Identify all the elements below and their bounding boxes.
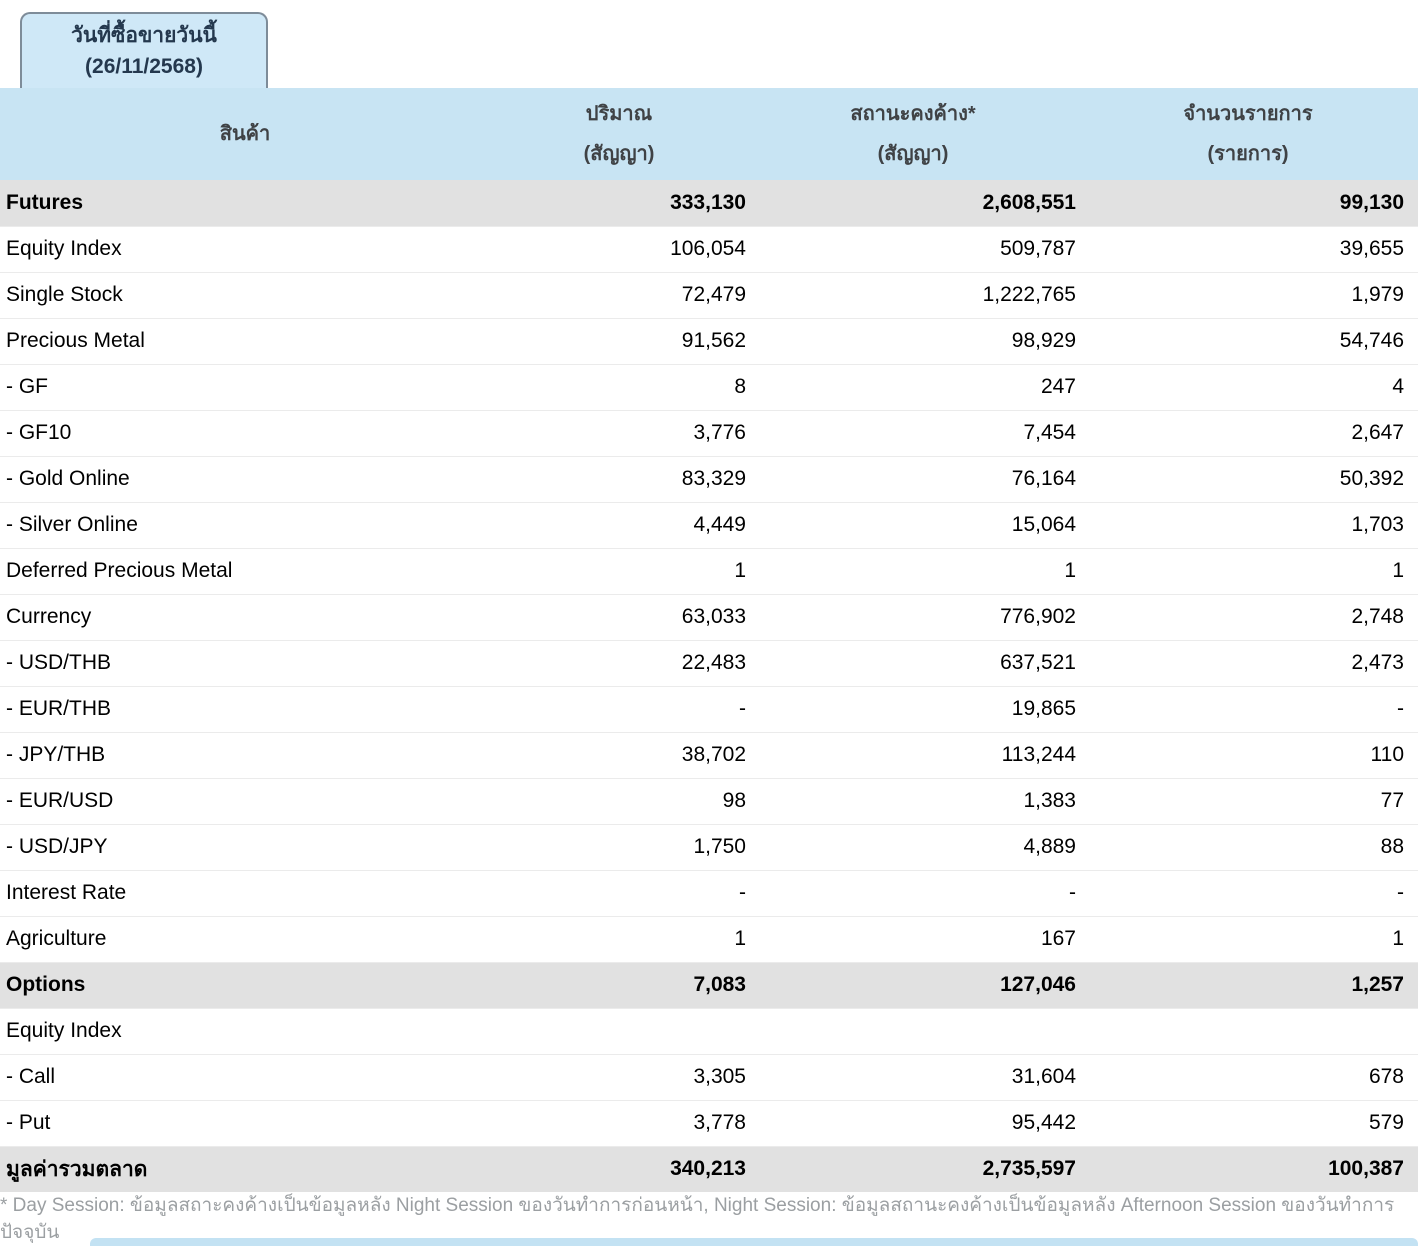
table-row	[0, 410, 1418, 456]
table-row	[0, 594, 1418, 640]
product-cell: Futures	[0, 180, 490, 226]
session-footnote: * Day Session: ข้อมูลสถาะคงค้างเป็นข้อมูลหลัง Night Session ของวันทำการก่อนหน้า, Night Session: ข้อมูลสถานะคงค้างเป็นข้อมูลหลัง Afternoon Session ของวันทำการปัจจุบัน	[0, 1195, 1395, 1243]
open-interest-cell: 95,442	[1011, 1111, 1076, 1134]
product-cell: Options	[0, 962, 490, 1008]
product-cell: - USD/JPY	[6, 835, 108, 858]
deals-cell: 50,392	[1339, 467, 1404, 490]
volume-cell: 3,778	[693, 1111, 746, 1134]
table-row	[0, 824, 1418, 870]
product-cell: Agriculture	[6, 927, 107, 950]
open-interest-cell: 31,604	[1011, 1065, 1076, 1088]
product-cell: Currency	[6, 605, 92, 628]
open-interest-cell: 15,064	[1011, 513, 1076, 536]
table-row	[0, 456, 1418, 502]
tab-trading-date-label: วันที่ซื้อขายวันนี้	[71, 24, 217, 47]
open-interest-cell: 1,222,765	[982, 283, 1076, 306]
open-interest-cell: 4,889	[1023, 835, 1076, 858]
table-row	[0, 548, 1418, 594]
table-row	[0, 916, 1418, 962]
open-interest-cell: 2,735,597	[748, 1146, 1078, 1192]
table-row	[0, 226, 1418, 272]
deals-cell: 2,647	[1351, 421, 1404, 444]
volume-cell: 1	[734, 559, 746, 582]
column-header-deals-unit: (รายการ)	[1207, 143, 1289, 165]
table-row	[0, 364, 1418, 410]
open-interest-cell: 1,383	[1023, 789, 1076, 812]
open-interest-cell	[748, 1008, 1078, 1054]
product-cell: - EUR/THB	[6, 697, 111, 720]
volume-cell: 340,213	[490, 1146, 748, 1192]
product-cell: - EUR/USD	[6, 789, 114, 812]
column-header-volume	[490, 88, 748, 180]
table-row	[0, 1054, 1418, 1100]
deals-cell: 1	[1392, 559, 1404, 582]
table-row	[0, 318, 1418, 364]
open-interest-cell: 19,865	[1011, 697, 1076, 720]
table-body	[0, 180, 1418, 1192]
deals-cell: 678	[1368, 1065, 1404, 1088]
open-interest-cell: 2,608,551	[748, 180, 1078, 226]
deals-cell: 88	[1380, 835, 1404, 858]
product-cell: มูลค่ารวมตลาด	[0, 1146, 490, 1192]
deals-cell: 1,703	[1351, 513, 1404, 536]
product-cell: Single Stock	[6, 283, 123, 306]
volume-cell: 7,083	[490, 962, 748, 1008]
table-row	[0, 640, 1418, 686]
volume-cell: 1,750	[693, 835, 746, 858]
deals-cell: 77	[1380, 789, 1404, 812]
volume-cell: 72,479	[681, 283, 746, 306]
deals-cell: 1	[1392, 927, 1404, 950]
deals-cell: 1,257	[1078, 962, 1418, 1008]
product-cell: - GF	[6, 375, 48, 398]
product-cell: - JPY/THB	[6, 743, 106, 766]
deals-cell: 110	[1370, 743, 1404, 766]
product-cell: Deferred Precious Metal	[6, 559, 233, 582]
deals-cell: 579	[1368, 1111, 1404, 1134]
volume-cell: 91,562	[681, 329, 746, 352]
volume-cell: -	[739, 697, 746, 720]
table-row	[0, 732, 1418, 778]
column-header-open-interest-label: สถานะคงค้าง*	[850, 103, 976, 125]
product-cell: Interest Rate	[6, 881, 127, 904]
table-row	[0, 962, 1418, 1008]
product-cell: Equity Index	[6, 1019, 122, 1042]
product-cell: - USD/THB	[6, 651, 111, 674]
deals-cell: 1,979	[1351, 283, 1404, 306]
volume-cell: 22,483	[681, 651, 746, 674]
deals-cell: 4	[1392, 375, 1404, 398]
volume-cell: 333,130	[490, 180, 748, 226]
volume-cell: 38,702	[681, 743, 746, 766]
open-interest-cell: 1	[1064, 559, 1076, 582]
open-interest-cell: 98,929	[1011, 329, 1076, 352]
tab-trading-date[interactable]	[20, 12, 268, 88]
open-interest-cell: 127,046	[748, 962, 1078, 1008]
product-cell: - Gold Online	[6, 467, 130, 490]
deals-cell: 100,387	[1078, 1146, 1418, 1192]
tab-trading-date-value: (26/11/2568)	[85, 55, 203, 78]
open-interest-cell: -	[1069, 881, 1076, 904]
deals-cell: 54,746	[1339, 329, 1404, 352]
deals-cell	[1078, 1008, 1418, 1054]
product-cell: - Silver Online	[6, 513, 138, 536]
deals-cell: 39,655	[1339, 237, 1404, 260]
open-interest-cell: 637,521	[1000, 651, 1076, 674]
product-cell: Equity Index	[6, 237, 122, 260]
product-cell: Precious Metal	[6, 329, 145, 352]
deals-cell: -	[1397, 697, 1404, 720]
deals-cell: 99,130	[1078, 180, 1418, 226]
column-header-volume-unit: (สัญญา)	[583, 143, 655, 165]
open-interest-cell: 247	[1040, 375, 1076, 398]
table-row	[0, 1146, 1418, 1192]
open-interest-cell: 167	[1040, 927, 1076, 950]
table-row	[0, 870, 1418, 916]
table-row	[0, 1008, 1418, 1054]
open-interest-cell: 76,164	[1011, 467, 1076, 490]
deals-cell: -	[1397, 881, 1404, 904]
deals-cell: 2,748	[1351, 605, 1404, 628]
volume-cell: 98	[722, 789, 746, 812]
table-row	[0, 272, 1418, 318]
deals-cell: 2,473	[1351, 651, 1404, 674]
market-summary-table	[0, 88, 1418, 1192]
volume-cell: 3,776	[693, 421, 746, 444]
product-cell: - GF10	[6, 421, 72, 444]
volume-cell: -	[739, 881, 746, 904]
table-row	[0, 180, 1418, 226]
column-header-deals-label: จำนวนรายการ	[1183, 103, 1313, 125]
column-header-product-label: สินค้า	[219, 123, 271, 145]
volume-cell	[490, 1008, 748, 1054]
table-row	[0, 1100, 1418, 1146]
column-header-volume-label: ปริมาณ	[585, 103, 653, 125]
next-section-header-strip	[90, 1238, 1418, 1246]
product-cell: - Put	[6, 1111, 51, 1134]
volume-cell: 106,054	[670, 237, 746, 260]
product-cell: - Call	[6, 1065, 56, 1088]
open-interest-cell: 509,787	[1000, 237, 1076, 260]
volume-cell: 3,305	[693, 1065, 746, 1088]
open-interest-cell: 113,244	[1001, 743, 1076, 766]
volume-cell: 1	[734, 927, 746, 950]
column-header-open-interest-unit: (สัญญา)	[877, 143, 949, 165]
column-header-product	[0, 88, 490, 180]
volume-cell: 4,449	[693, 513, 746, 536]
table-row	[0, 686, 1418, 732]
volume-cell: 8	[734, 375, 746, 398]
column-header-deals	[1078, 88, 1418, 180]
table-row	[0, 778, 1418, 824]
column-header-open-interest	[748, 88, 1078, 180]
volume-cell: 63,033	[681, 605, 746, 628]
open-interest-cell: 7,454	[1023, 421, 1076, 444]
table-row	[0, 502, 1418, 548]
volume-cell: 83,329	[681, 467, 746, 490]
open-interest-cell: 776,902	[1000, 605, 1076, 628]
table-header	[0, 88, 1418, 180]
